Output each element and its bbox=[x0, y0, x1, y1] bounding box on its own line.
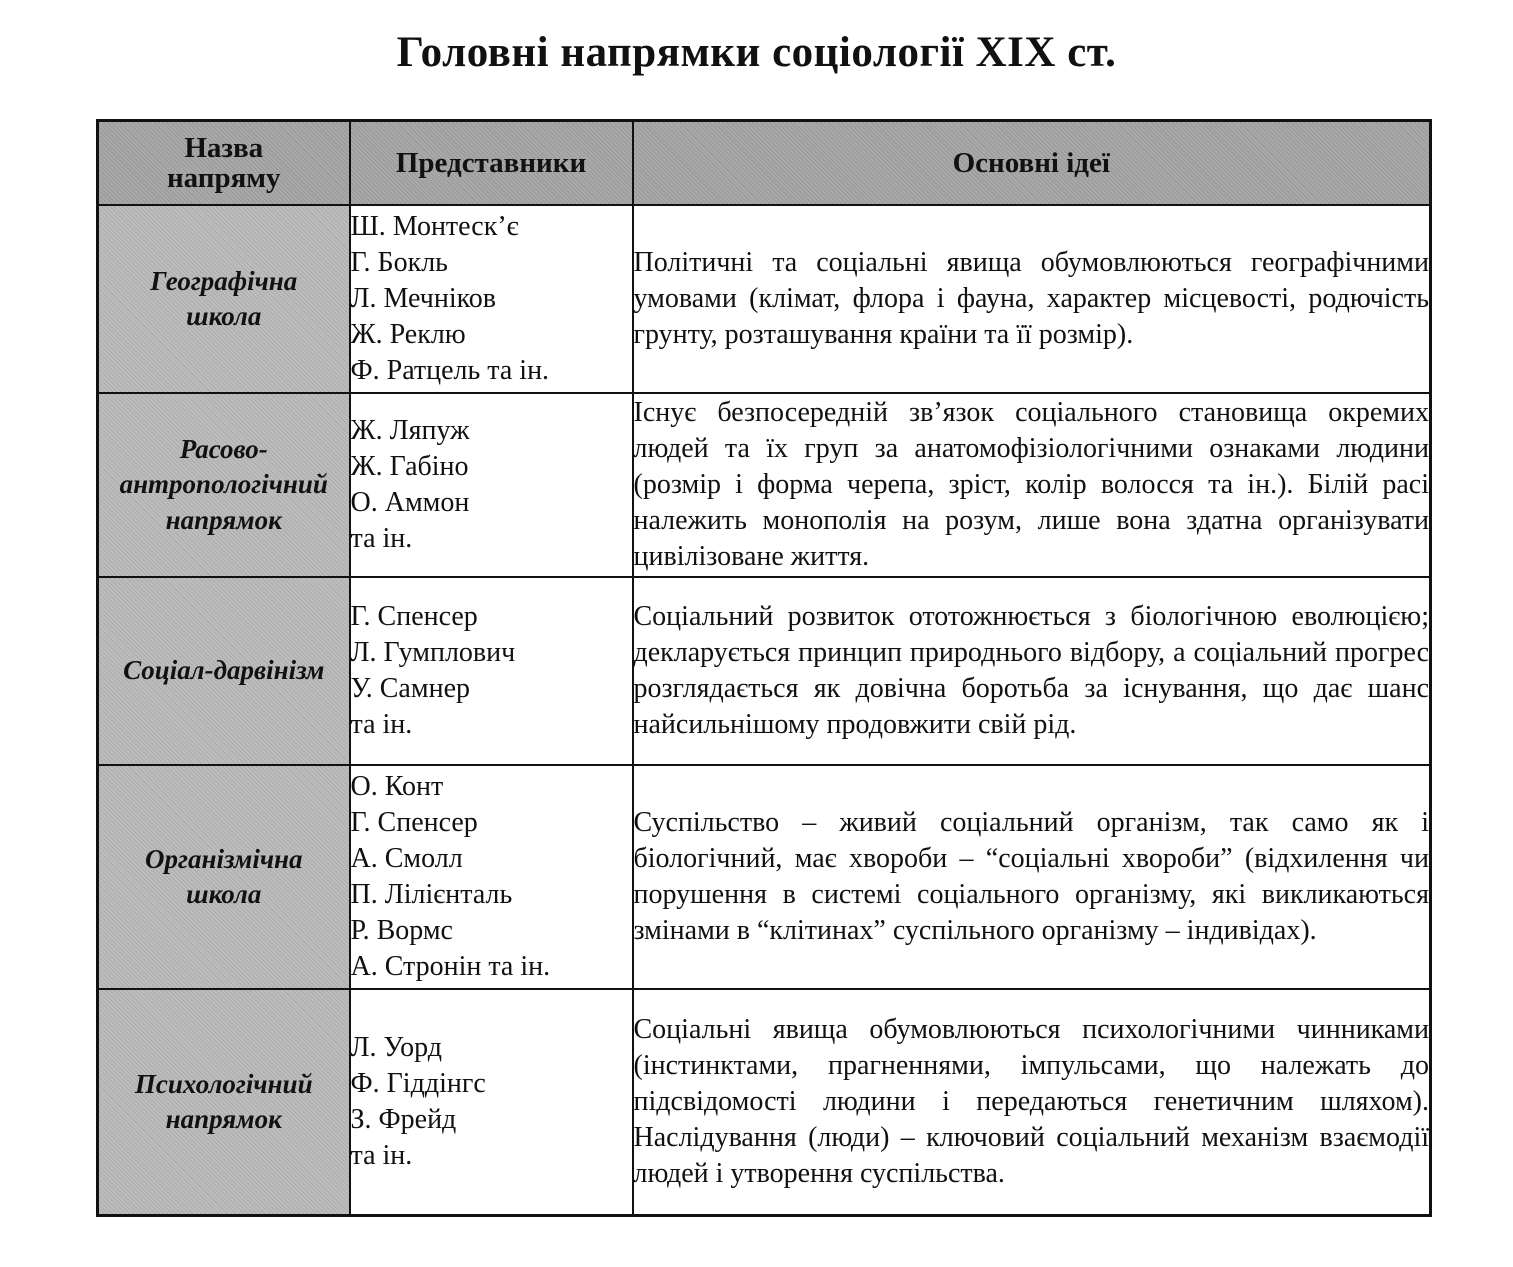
representative: У. Самнер bbox=[350, 673, 470, 704]
representative: Ф. Ратцель та ін. bbox=[350, 355, 550, 386]
representative: О. Конт bbox=[350, 771, 444, 802]
representative: Ж. Габіно bbox=[350, 451, 469, 482]
representative: Ж. Реклю bbox=[350, 319, 466, 350]
representatives-list bbox=[350, 205, 633, 393]
representative: Г. Спенсер bbox=[350, 807, 478, 838]
table-row bbox=[98, 393, 1431, 577]
representative: Л. Уорд bbox=[350, 1031, 443, 1063]
representative: та ін. bbox=[350, 523, 413, 554]
representative: та ін. bbox=[350, 709, 413, 740]
representative: А. Смолл bbox=[350, 843, 463, 874]
representative: Г. Бокль bbox=[350, 247, 448, 278]
representative: та ін. bbox=[350, 1139, 413, 1171]
representatives-list bbox=[350, 765, 633, 989]
header-ideas: Основні ідеї bbox=[633, 121, 1431, 206]
representative: Р. Вормс bbox=[350, 915, 453, 946]
table-row bbox=[98, 577, 1431, 765]
representatives-list bbox=[350, 393, 633, 577]
representative: Ш. Монтеск’є bbox=[350, 211, 519, 242]
page-title: Головні напрямки соціології XIX ст. bbox=[396, 29, 1117, 76]
table-row bbox=[98, 989, 1431, 1215]
direction-name: Географічна школа bbox=[98, 205, 350, 393]
main-ideas: Соціальний розвиток ототожнюється з біологічною еволюцією; декларується принцип природнього відбору, а соціальний прогрес розглядається як довічна боротьба за існування, що дає шанс найсильнішому продовжити свій рід. bbox=[633, 577, 1431, 765]
main-ideas: Соціальні явища обумовлюються психологічними чинниками (інстинктами, прагненнями, імпульсами, що належать до підсвідомості людини і передаються генетичним шляхом). Наслідування (люди) – ключовий соціальний механізм взаємодії людей і утворення суспільства. bbox=[633, 989, 1431, 1215]
main-ideas: Суспільство – живий соціальний організм, так само як і біологічний, має хвороби – “соціальні хвороби” (відхилення чи порушення в системі соціального організму, які викликаються змінами в “клітинах” суспільного організму – індивідах). bbox=[633, 765, 1431, 989]
directions-table bbox=[96, 119, 1432, 1217]
representatives-list bbox=[350, 989, 633, 1215]
table-row bbox=[98, 765, 1431, 989]
direction-name: Психологічний напрямок bbox=[98, 989, 350, 1215]
representative: З. Фрейд bbox=[350, 1103, 457, 1135]
direction-name: Расово-антропологічний напрямок bbox=[98, 393, 350, 577]
representative: Г. Спенсер bbox=[350, 601, 478, 632]
representative: Ж. Ляпуж bbox=[350, 415, 470, 446]
header-name: Назва напряму bbox=[98, 121, 350, 206]
direction-name: Соціал-дарвінізм bbox=[98, 577, 350, 765]
header-representatives: Представники bbox=[350, 121, 633, 206]
representative: Л. Гумплович bbox=[350, 637, 516, 668]
main-ideas: Політичні та соціальні явища обумовлюються географічними умовами (клімат, флора і фауна, характер місцевості, родючість грунту, розташування країни та її розмір). bbox=[633, 205, 1431, 393]
representative: А. Стронін та ін. bbox=[350, 951, 551, 982]
representative: П. Лілієнталь bbox=[350, 879, 513, 910]
main-ideas: Існує безпосередній зв’язок соціального становища окремих людей та їх груп за анатомофізіологічними ознаками людини (розмір і форма черепа, зріст, колір волосся та ін.). Білій расі належить монополія на розум, лише вона здатна організувати цивілізоване життя. bbox=[633, 393, 1431, 577]
direction-name: Організмічна школа bbox=[98, 765, 350, 989]
table-header-row bbox=[98, 121, 1431, 206]
representative: О. Аммон bbox=[350, 487, 470, 518]
table-row bbox=[98, 205, 1431, 393]
representatives-list bbox=[350, 577, 633, 765]
representative: Л. Мечніков bbox=[350, 283, 496, 314]
representative: Ф. Гіддінгс bbox=[350, 1067, 486, 1099]
